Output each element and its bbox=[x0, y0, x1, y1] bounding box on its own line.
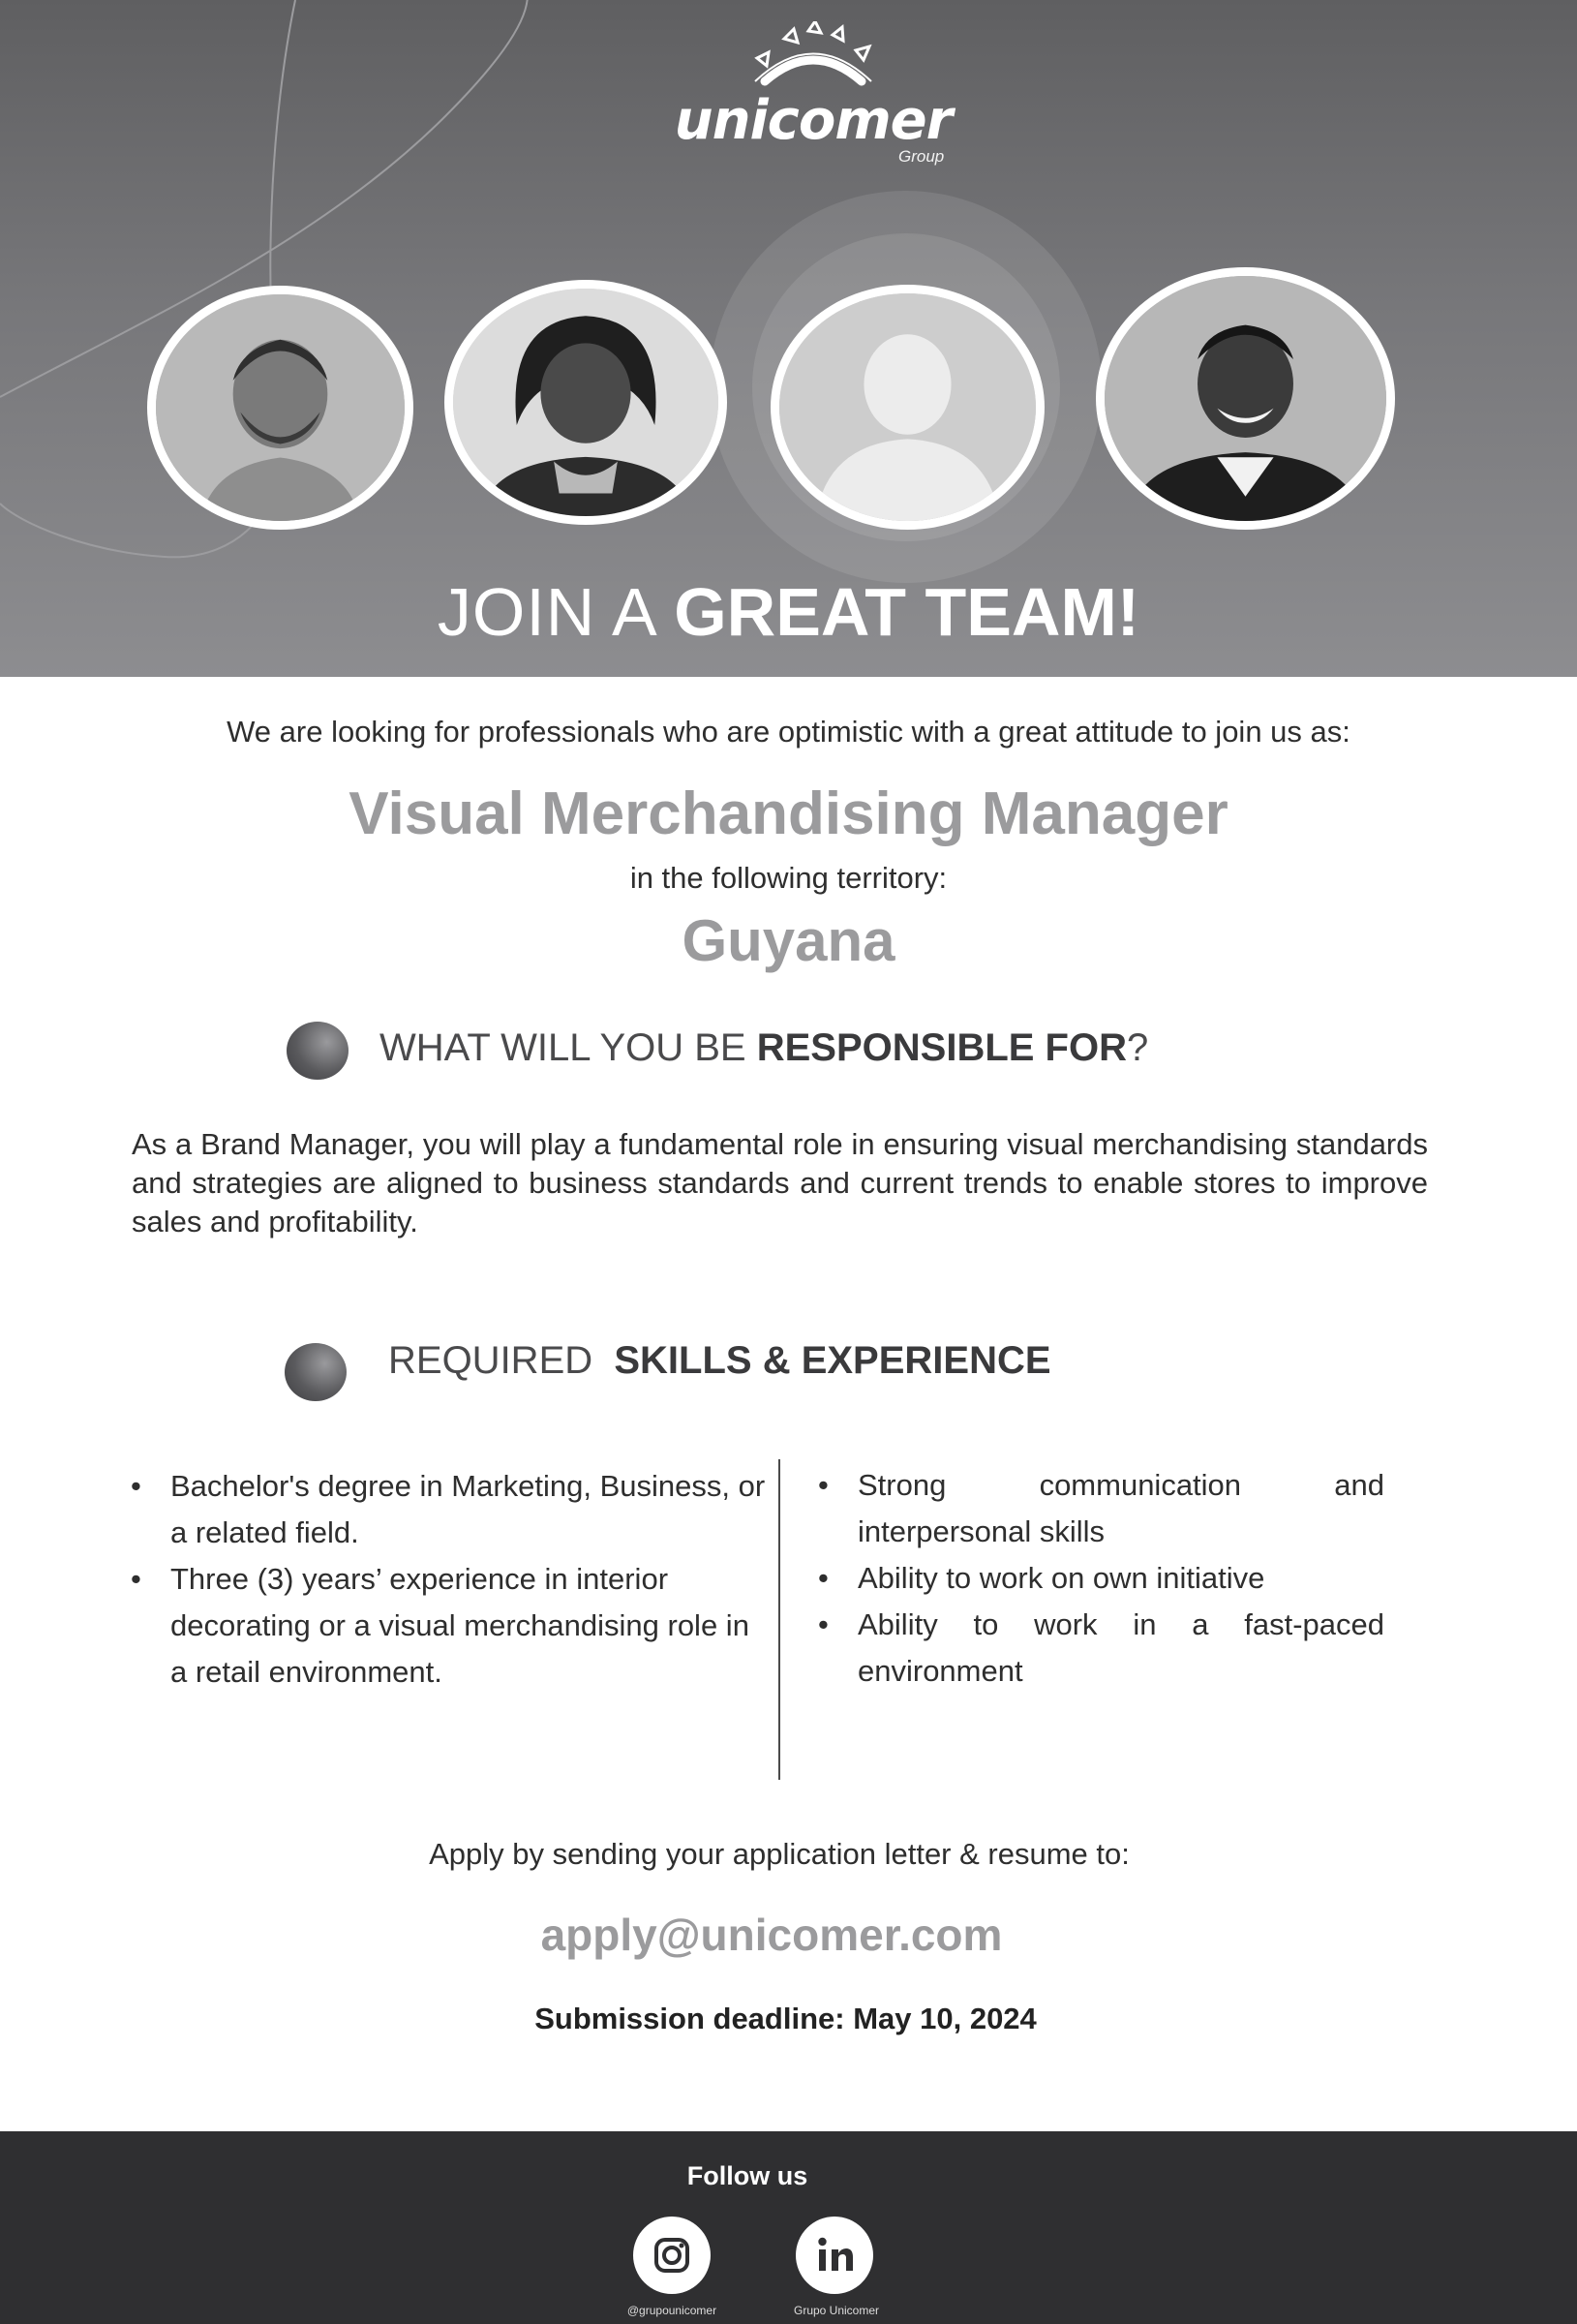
person-photo-icon bbox=[453, 289, 718, 516]
territory-name: Guyana bbox=[682, 908, 895, 973]
job-title: Visual Merchandising Manager bbox=[349, 780, 1228, 847]
person-photo-icon bbox=[156, 294, 405, 521]
section-dot-icon bbox=[285, 1343, 347, 1401]
person-photo-icon bbox=[1105, 276, 1386, 521]
sun-arc-icon bbox=[668, 21, 958, 99]
skills-heading bbox=[388, 1339, 1051, 1383]
responsibilities-text: As a Brand Manager, you will play a fundamental role in ensuring visual merchandising standards and strategies are aligned to business standards and current trends to enable stores to improve sales and profitability. bbox=[132, 1127, 1428, 1238]
linkedin-handle: Grupo Unicomer bbox=[793, 2304, 880, 2317]
headline-light: JOIN A bbox=[437, 574, 675, 650]
submission-deadline: Submission deadline: May 10, 2024 bbox=[534, 2002, 1037, 2035]
instagram-icon bbox=[633, 2217, 711, 2294]
skills-heading-bold: SKILLS & EXPERIENCE bbox=[614, 1339, 1051, 1382]
responsibilities-heading bbox=[379, 1026, 1148, 1070]
skill-item: • Three (3) years’ experience in interior decorating or a visual merchandising role in a retail environment. bbox=[131, 1556, 770, 1696]
skill-item: • Strong communication and interpersonal skills bbox=[818, 1462, 1384, 1555]
hero-headline bbox=[0, 573, 1577, 651]
section-dot-icon bbox=[287, 1022, 349, 1080]
skills-list-left bbox=[131, 1463, 770, 1696]
user-silhouette-icon bbox=[779, 293, 1036, 521]
footer bbox=[0, 2131, 1577, 2324]
portrait-man-beard bbox=[147, 286, 413, 530]
instagram-handle: @grupounicomer bbox=[626, 2304, 717, 2317]
headline-bold: GREAT TEAM! bbox=[674, 574, 1140, 650]
instagram-link[interactable] bbox=[633, 2217, 711, 2294]
responsibilities-heading-bold: RESPONSIBLE FOR bbox=[756, 1026, 1127, 1069]
follow-us-label: Follow us bbox=[686, 2161, 808, 2190]
territory-label: in the following territory: bbox=[629, 861, 948, 895]
logo-subtext: Group bbox=[898, 147, 945, 166]
skills-list-right bbox=[818, 1462, 1384, 1695]
linkedin-icon bbox=[796, 2217, 873, 2294]
responsibilities-heading-suffix: ? bbox=[1126, 1026, 1149, 1069]
portrait-woman bbox=[444, 280, 727, 525]
apply-instructions: Apply by sending your application letter & resume to: bbox=[429, 1837, 1130, 1871]
skill-item: • Ability to work on own initiative bbox=[818, 1555, 1384, 1602]
portrait-man-suit bbox=[1096, 267, 1395, 530]
skill-item: • Ability to work in a fast-paced environment bbox=[818, 1602, 1384, 1695]
hero-banner bbox=[0, 0, 1577, 677]
skill-item: • Bachelor's degree in Marketing, Business, or a related field. bbox=[131, 1463, 770, 1556]
unicomer-logo bbox=[668, 21, 958, 176]
apply-email-link[interactable]: apply@unicomer.com bbox=[540, 1910, 1003, 1960]
intro-text: We are looking for professionals who are optimistic with a great attitude to join us as: bbox=[227, 715, 1350, 749]
column-divider bbox=[778, 1459, 780, 1780]
portrait-placeholder bbox=[771, 285, 1045, 530]
responsibilities-heading-light: WHAT WILL YOU BE bbox=[379, 1026, 757, 1069]
skills-heading-light: REQUIRED bbox=[388, 1339, 615, 1382]
logo-wordmark: unicomer bbox=[674, 89, 953, 152]
linkedin-link[interactable] bbox=[796, 2217, 873, 2294]
